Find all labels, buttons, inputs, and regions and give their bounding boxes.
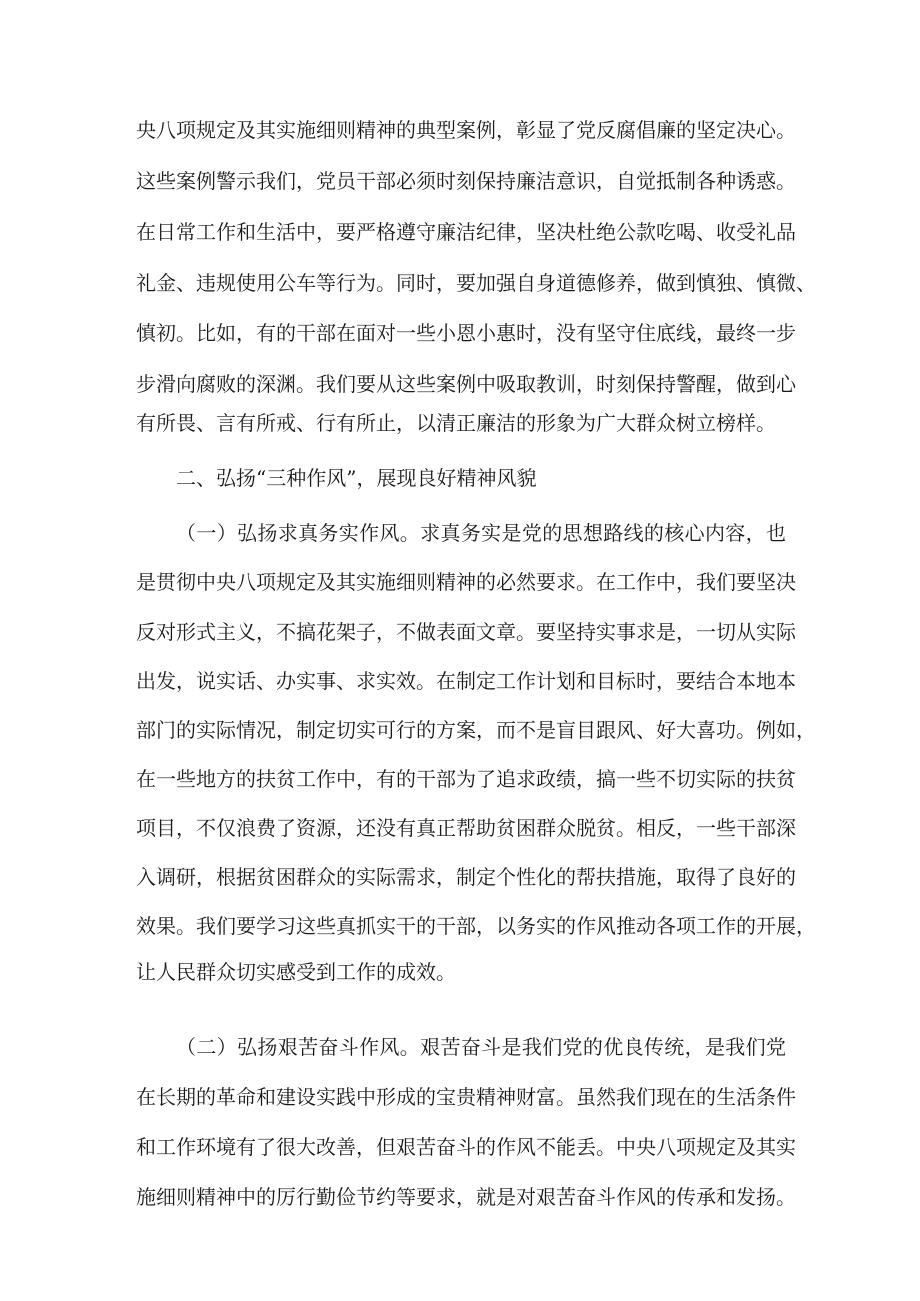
text-line: 慎初。比如，有的干部在面对一些小恩小惠时，没有坚守住底线，最终一步 xyxy=(136,321,796,345)
text-line: （二）弘扬艰苦奋斗作风。艰苦奋斗是我们党的优良传统，是我们党 xyxy=(176,1035,786,1059)
text-line: 施细则精神中的厉行勤俭节约等要求，就是对艰苦奋斗作风的传承和发扬。 xyxy=(136,1185,796,1209)
text-line: 出发，说实话、办实事、求实效。在制定工作计划和目标时，要结合本地本 xyxy=(136,669,796,693)
text-line: （一）弘扬求真务实作风。求真务实是党的思想路线的核心内容，也 xyxy=(176,521,786,545)
text-line: 这些案例警示我们，党员干部必须时刻保持廉洁意识，自觉抵制各种诱惑。 xyxy=(136,169,796,193)
text-line: 入调研，根据贫困群众的实际需求，制定个性化的帮扶措施，取得了良好的 xyxy=(136,865,796,889)
text-line: 效果。我们要学习这些真抓实干的干部，以务实的作风推动各项工作的开展， xyxy=(136,914,816,938)
text-line: 央八项规定及其实施细则精神的典型案例，彰显了党反腐倡廉的坚定决心。 xyxy=(136,118,796,142)
text-line: 在日常工作和生活中，要严格遵守廉洁纪律，坚决杜绝公款吃喝、收受礼品 xyxy=(136,220,796,244)
section-heading: 二、弘扬“三种作风”，展现良好精神风貌 xyxy=(176,466,537,490)
text-line: 让人民群众切实感受到工作的成效。 xyxy=(136,960,456,984)
text-line: 有所畏、言有所戒、行有所止，以清正廉洁的形象为广大群众树立榜样。 xyxy=(136,411,776,435)
text-line: 和工作环境有了很大改善，但艰苦奋斗的作风不能丢。中央八项规定及其实 xyxy=(136,1135,796,1159)
text-line: 在一些地方的扶贫工作中，有的干部为了追求政绩，搞一些不切实际的扶贫 xyxy=(136,767,796,791)
text-line: 在长期的革命和建设实践中形成的宝贵精神财富。虽然我们现在的生活条件 xyxy=(136,1085,796,1109)
text-line: 部门的实际情况，制定切实可行的方案，而不是盲目跟风、好大喜功。例如， xyxy=(136,718,816,742)
text-line: 项目，不仅浪费了资源，还没有真正帮助贫困群众脱贫。相反，一些干部深 xyxy=(136,816,796,840)
text-line: 步滑向腐败的深渊。我们要从这些案例中吸取教训，时刻保持警醒，做到心 xyxy=(136,372,796,396)
text-line: 是贯彻中央八项规定及其实施细则精神的必然要求。在工作中，我们要坚决 xyxy=(136,570,796,594)
text-line: 反对形式主义，不搞花架子，不做表面文章。要坚持实事求是，一切从实际 xyxy=(136,620,796,644)
text-line: 礼金、违规使用公车等行为。同时，要加强自身道德修养，做到慎独、慎微、 xyxy=(136,271,816,295)
